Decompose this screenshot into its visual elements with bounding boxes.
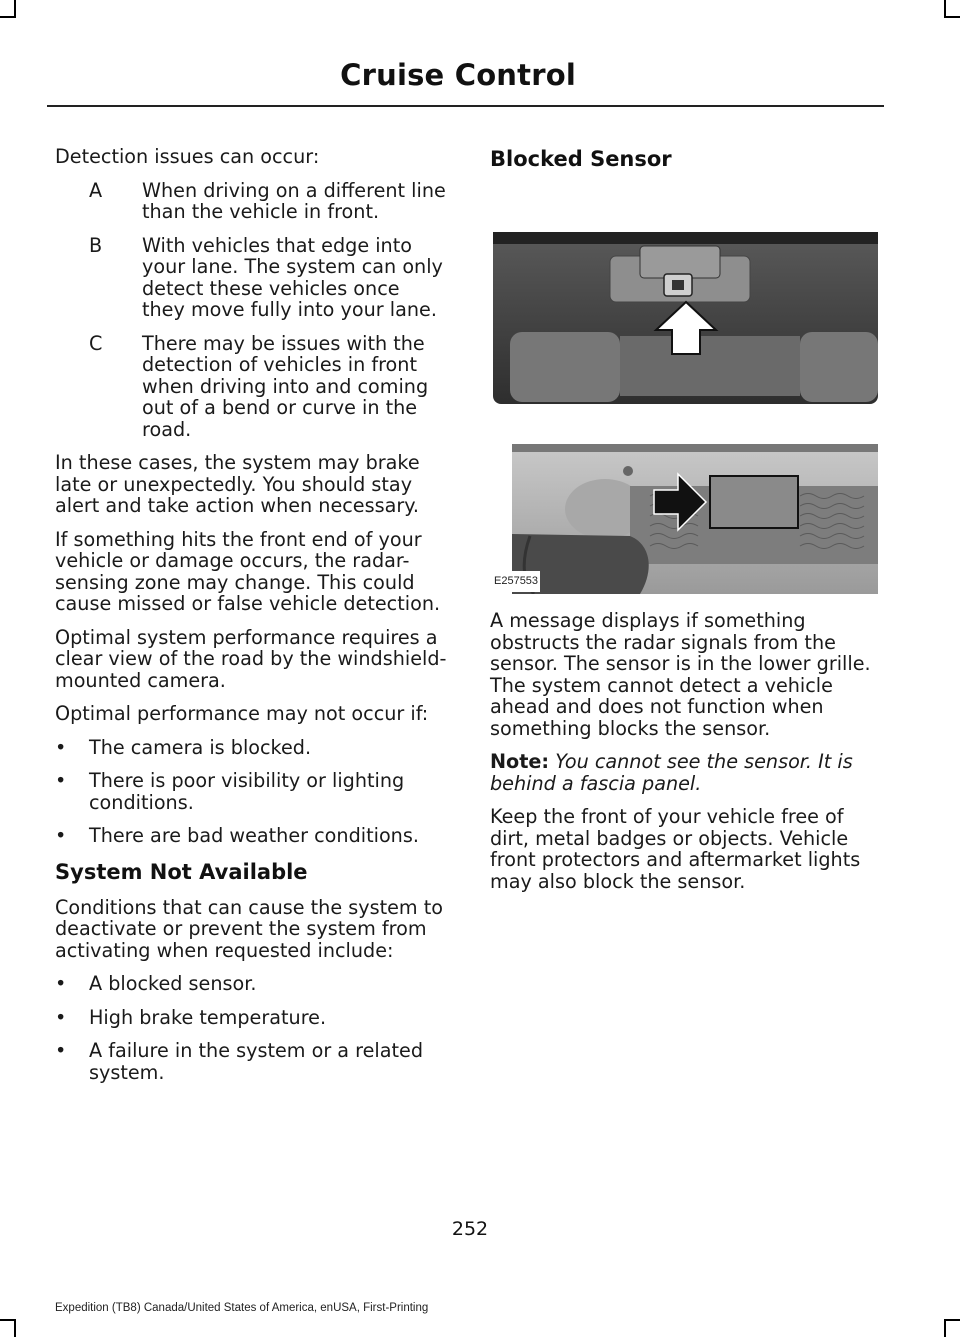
bullet-glyph: • bbox=[55, 769, 67, 792]
note-label: Note: bbox=[490, 750, 550, 773]
list-item-text: High brake temperature. bbox=[89, 1005, 327, 1029]
bullet-glyph: • bbox=[55, 824, 67, 847]
left-column bbox=[55, 146, 447, 1095]
issue-item bbox=[55, 333, 447, 441]
bullet-glyph: • bbox=[55, 1039, 67, 1062]
crop-mark bbox=[944, 1319, 960, 1321]
list-item-text: There is poor visibility or lighting conditions. bbox=[89, 769, 405, 814]
list-item bbox=[55, 1040, 447, 1083]
footer-text: Expedition (TB8) Canada/United States of America, enUSA, First-Printing bbox=[55, 1302, 429, 1314]
issue-key: A bbox=[89, 178, 103, 202]
header-rule bbox=[47, 105, 884, 107]
bullet-glyph: • bbox=[55, 972, 67, 995]
list-item bbox=[55, 825, 447, 847]
paragraph: If something hits the front end of your vehicle or damage occurs, the radar-sensing zone may change. This could cause missed or false vehicle detection. bbox=[55, 527, 441, 615]
list-item-text: A blocked sensor. bbox=[89, 972, 257, 995]
issue-key: B bbox=[89, 233, 103, 257]
list-item bbox=[55, 770, 447, 813]
bullet-glyph: • bbox=[55, 735, 67, 759]
crop-mark bbox=[14, 1321, 16, 1337]
section-heading: Blocked Sensor bbox=[490, 147, 672, 171]
page-title: Cruise Control bbox=[340, 58, 576, 92]
intro-text: Detection issues can occur: bbox=[55, 145, 320, 168]
list-item bbox=[55, 1007, 447, 1029]
paragraph: Keep the front of your vehicle free of dirt, metal badges or objects. Vehicle front protectors and aftermarket lights may also block the sensor. bbox=[490, 805, 861, 893]
figure-id: E257553 bbox=[492, 571, 540, 593]
crop-mark bbox=[14, 0, 16, 16]
list-item-text: There are bad weather conditions. bbox=[89, 824, 419, 847]
bullet-list bbox=[55, 973, 447, 1083]
windshield-camera-view bbox=[493, 232, 878, 404]
note-text: You cannot see the sensor. It is behind a fascia panel. bbox=[490, 750, 853, 795]
bullet-glyph: • bbox=[55, 1005, 67, 1029]
issue-text: With vehicles that edge into your lane. The system can only detect these vehicles once they move fully into your lane. bbox=[142, 233, 443, 321]
bullet-list bbox=[55, 737, 447, 847]
sensor-illustration bbox=[490, 184, 882, 594]
list-item-text: A failure in the system or a related system. bbox=[89, 1039, 424, 1084]
paragraph: In these cases, the system may brake late or unexpectedly. You should stay alert and take action when necessary. bbox=[55, 451, 420, 517]
right-column bbox=[490, 146, 882, 904]
note bbox=[490, 751, 882, 794]
section-heading: System Not Available bbox=[55, 859, 308, 884]
paragraph: A message displays if something obstructs the radar signals from the sensor. The sensor is in the lower grille. The system cannot detect a vehicle ahead and does not function when something blocks the sensor. bbox=[490, 609, 871, 740]
crop-mark bbox=[944, 1321, 946, 1337]
issue-text: When driving on a different line than the vehicle in front. bbox=[142, 178, 446, 223]
issue-key: C bbox=[89, 331, 103, 355]
crop-mark bbox=[944, 0, 946, 16]
crop-mark bbox=[944, 16, 960, 18]
paragraph: Conditions that can cause the system to deactivate or prevent the system from activating when requested include: bbox=[55, 895, 443, 962]
issue-item bbox=[55, 235, 447, 321]
list-item-text: The camera is blocked. bbox=[89, 735, 312, 759]
list-item bbox=[55, 973, 447, 995]
paragraph: Optimal performance may not occur if: bbox=[55, 702, 429, 725]
paragraph: Optimal system performance requires a clear view of the road by the windshield-mounted camera. bbox=[55, 625, 447, 692]
issue-list bbox=[55, 180, 447, 441]
page-number: 252 bbox=[451, 1218, 489, 1240]
crop-mark bbox=[0, 1319, 16, 1321]
crop-mark bbox=[0, 16, 16, 18]
lower-grille-view bbox=[512, 444, 878, 594]
list-item bbox=[55, 737, 447, 759]
sensor-illustration-graphic bbox=[490, 184, 882, 594]
issue-item bbox=[55, 180, 447, 223]
issue-text: There may be issues with the detection of vehicles in front when driving into and coming out of a bend or curve in the road. bbox=[142, 331, 429, 441]
